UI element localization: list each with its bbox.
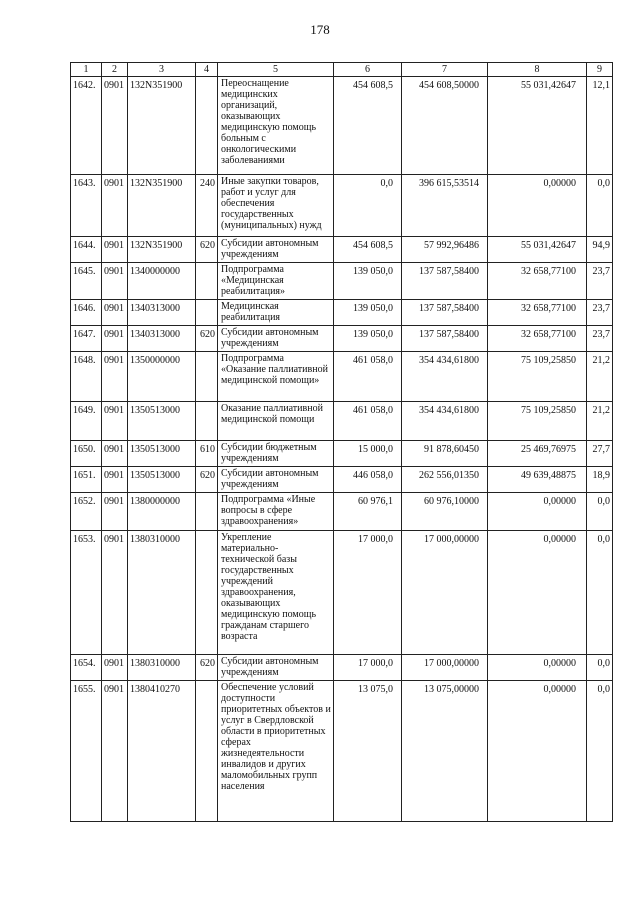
value-revised-cell: 57 992,96486	[402, 237, 488, 263]
value-revised-cell: 91 878,60450	[402, 441, 488, 467]
value-plan-cell: 139 050,0	[334, 263, 402, 300]
budget-table	[70, 62, 613, 822]
table-row	[71, 263, 613, 300]
description-cell: Субсидии автономным учреждениям	[218, 655, 334, 681]
target-code-cell: 1340313000	[128, 300, 196, 326]
percent-cell: 12,1	[587, 77, 613, 175]
section-code-cell: 0901	[102, 681, 128, 822]
page-number: 178	[310, 22, 330, 37]
row-number-cell: 1642.	[71, 77, 102, 175]
description-cell: Субсидии автономным учреждениям	[218, 467, 334, 493]
section-code-cell: 0901	[102, 77, 128, 175]
table-row	[71, 493, 613, 531]
percent-cell: 27,7	[587, 441, 613, 467]
value-revised-cell: 354 434,61800	[402, 402, 488, 441]
target-code-cell: 132N351900	[128, 237, 196, 263]
value-plan-cell: 454 608,5	[334, 77, 402, 175]
value-revised-cell: 262 556,01350	[402, 467, 488, 493]
expense-type-cell	[196, 77, 218, 175]
section-code-cell: 0901	[102, 300, 128, 326]
value-plan-cell: 454 608,5	[334, 237, 402, 263]
percent-cell: 21,2	[587, 352, 613, 402]
value-plan-cell: 461 058,0	[334, 402, 402, 441]
section-code-cell: 0901	[102, 402, 128, 441]
section-code-cell: 0901	[102, 263, 128, 300]
description-cell: Субсидии автономным учреждениям	[218, 237, 334, 263]
percent-cell: 94,9	[587, 237, 613, 263]
row-number-cell: 1647.	[71, 326, 102, 352]
row-number-cell: 1655.	[71, 681, 102, 822]
description-cell: Подпрограмма «Медицинская реабилитация»	[218, 263, 334, 300]
row-number-cell: 1649.	[71, 402, 102, 441]
description-cell: Укрепление материально-технической базы государственных учреждений здравоохранения, оказывающих медицинскую помощь гражданам старшего возраста	[218, 531, 334, 655]
expense-type-cell: 620	[196, 326, 218, 352]
percent-cell: 0,0	[587, 531, 613, 655]
col-header-9: 9	[587, 63, 613, 77]
table-row	[71, 352, 613, 402]
target-code-cell: 1340313000	[128, 326, 196, 352]
section-code-cell: 0901	[102, 655, 128, 681]
value-revised-cell: 60 976,10000	[402, 493, 488, 531]
expense-type-cell: 240	[196, 175, 218, 237]
value-actual-cell: 32 658,77100	[488, 326, 587, 352]
section-code-cell: 0901	[102, 352, 128, 402]
percent-cell: 23,7	[587, 300, 613, 326]
description-cell: Подпрограмма «Иные вопросы в сфере здравоохранения»	[218, 493, 334, 531]
value-actual-cell: 0,00000	[488, 655, 587, 681]
col-header-5: 5	[218, 63, 334, 77]
description-cell: Обеспечение условий доступности приоритетных объектов и услуг в Свердловской области в приоритетных сферах жизнедеятельности инвалидов и других маломобильных групп населения	[218, 681, 334, 822]
row-number-cell: 1650.	[71, 441, 102, 467]
expense-type-cell	[196, 493, 218, 531]
table-row	[71, 441, 613, 467]
value-revised-cell: 137 587,58400	[402, 326, 488, 352]
value-revised-cell: 17 000,00000	[402, 531, 488, 655]
value-actual-cell: 32 658,77100	[488, 263, 587, 300]
percent-cell: 23,7	[587, 263, 613, 300]
description-cell: Оказание паллиативной медицинской помощи	[218, 402, 334, 441]
target-code-cell: 132N351900	[128, 175, 196, 237]
col-header-7: 7	[402, 63, 488, 77]
section-code-cell: 0901	[102, 175, 128, 237]
row-number-cell: 1652.	[71, 493, 102, 531]
value-plan-cell: 60 976,1	[334, 493, 402, 531]
target-code-cell: 1350513000	[128, 467, 196, 493]
row-number-cell: 1653.	[71, 531, 102, 655]
table-row	[71, 77, 613, 175]
target-code-cell: 132N351900	[128, 77, 196, 175]
target-code-cell: 1350513000	[128, 402, 196, 441]
target-code-cell: 1350000000	[128, 352, 196, 402]
value-actual-cell: 0,00000	[488, 681, 587, 822]
row-number-cell: 1646.	[71, 300, 102, 326]
expense-type-cell: 620	[196, 655, 218, 681]
expense-type-cell: 620	[196, 237, 218, 263]
expense-type-cell	[196, 681, 218, 822]
percent-cell: 18,9	[587, 467, 613, 493]
section-code-cell: 0901	[102, 237, 128, 263]
row-number-cell: 1654.	[71, 655, 102, 681]
expense-type-cell	[196, 263, 218, 300]
col-header-1: 1	[71, 63, 102, 77]
value-actual-cell: 0,00000	[488, 531, 587, 655]
col-header-2: 2	[102, 63, 128, 77]
value-plan-cell: 446 058,0	[334, 467, 402, 493]
value-plan-cell: 13 075,0	[334, 681, 402, 822]
value-plan-cell: 461 058,0	[334, 352, 402, 402]
percent-cell: 0,0	[587, 655, 613, 681]
value-revised-cell: 17 000,00000	[402, 655, 488, 681]
row-number-cell: 1648.	[71, 352, 102, 402]
target-code-cell: 1380000000	[128, 493, 196, 531]
value-plan-cell: 17 000,0	[334, 531, 402, 655]
table-row	[71, 467, 613, 493]
value-revised-cell: 137 587,58400	[402, 263, 488, 300]
percent-cell: 23,7	[587, 326, 613, 352]
col-header-3: 3	[128, 63, 196, 77]
section-code-cell: 0901	[102, 531, 128, 655]
table-row	[71, 402, 613, 441]
description-cell: Субсидии автономным учреждениям	[218, 326, 334, 352]
percent-cell: 0,0	[587, 493, 613, 531]
description-cell: Субсидии бюджетным учреждениям	[218, 441, 334, 467]
description-cell: Иные закупки товаров, работ и услуг для обеспечения государственных (муниципальных) нужд	[218, 175, 334, 237]
table-row	[71, 326, 613, 352]
value-actual-cell: 55 031,42647	[488, 77, 587, 175]
value-revised-cell: 137 587,58400	[402, 300, 488, 326]
row-number-cell: 1651.	[71, 467, 102, 493]
col-header-6: 6	[334, 63, 402, 77]
value-actual-cell: 0,00000	[488, 493, 587, 531]
section-code-cell: 0901	[102, 467, 128, 493]
value-plan-cell: 0,0	[334, 175, 402, 237]
value-revised-cell: 354 434,61800	[402, 352, 488, 402]
value-actual-cell: 55 031,42647	[488, 237, 587, 263]
target-code-cell: 1380310000	[128, 655, 196, 681]
value-revised-cell: 396 615,53514	[402, 175, 488, 237]
target-code-cell: 1380410270	[128, 681, 196, 822]
value-actual-cell: 32 658,77100	[488, 300, 587, 326]
col-header-4: 4	[196, 63, 218, 77]
section-code-cell: 0901	[102, 493, 128, 531]
row-number-cell: 1643.	[71, 175, 102, 237]
target-code-cell: 1380310000	[128, 531, 196, 655]
value-plan-cell: 15 000,0	[334, 441, 402, 467]
section-code-cell: 0901	[102, 441, 128, 467]
row-number-cell: 1645.	[71, 263, 102, 300]
percent-cell: 21,2	[587, 402, 613, 441]
value-actual-cell: 49 639,48875	[488, 467, 587, 493]
table-row	[71, 531, 613, 655]
table-row	[71, 681, 613, 822]
value-plan-cell: 139 050,0	[334, 300, 402, 326]
table-row	[71, 237, 613, 263]
section-code-cell: 0901	[102, 326, 128, 352]
expense-type-cell	[196, 531, 218, 655]
target-code-cell: 1350513000	[128, 441, 196, 467]
value-actual-cell: 75 109,25850	[488, 352, 587, 402]
value-plan-cell: 139 050,0	[334, 326, 402, 352]
expense-type-cell	[196, 300, 218, 326]
value-actual-cell: 25 469,76975	[488, 441, 587, 467]
expense-type-cell	[196, 402, 218, 441]
value-actual-cell: 75 109,25850	[488, 402, 587, 441]
expense-type-cell: 610	[196, 441, 218, 467]
value-revised-cell: 13 075,00000	[402, 681, 488, 822]
description-cell: Медицинская реабилитация	[218, 300, 334, 326]
percent-cell: 0,0	[587, 681, 613, 822]
percent-cell: 0,0	[587, 175, 613, 237]
description-cell: Переоснащение медицинских организаций, оказывающих медицинскую помощь больным с онкологическими заболеваниями	[218, 77, 334, 175]
col-header-8: 8	[488, 63, 587, 77]
expense-type-cell: 620	[196, 467, 218, 493]
table-row	[71, 655, 613, 681]
value-actual-cell: 0,00000	[488, 175, 587, 237]
table-row	[71, 300, 613, 326]
expense-type-cell	[196, 352, 218, 402]
table-row	[71, 175, 613, 237]
description-cell: Подпрограмма «Оказание паллиативной медицинской помощи»	[218, 352, 334, 402]
row-number-cell: 1644.	[71, 237, 102, 263]
value-plan-cell: 17 000,0	[334, 655, 402, 681]
target-code-cell: 1340000000	[128, 263, 196, 300]
header-row	[71, 63, 613, 77]
value-revised-cell: 454 608,50000	[402, 77, 488, 175]
